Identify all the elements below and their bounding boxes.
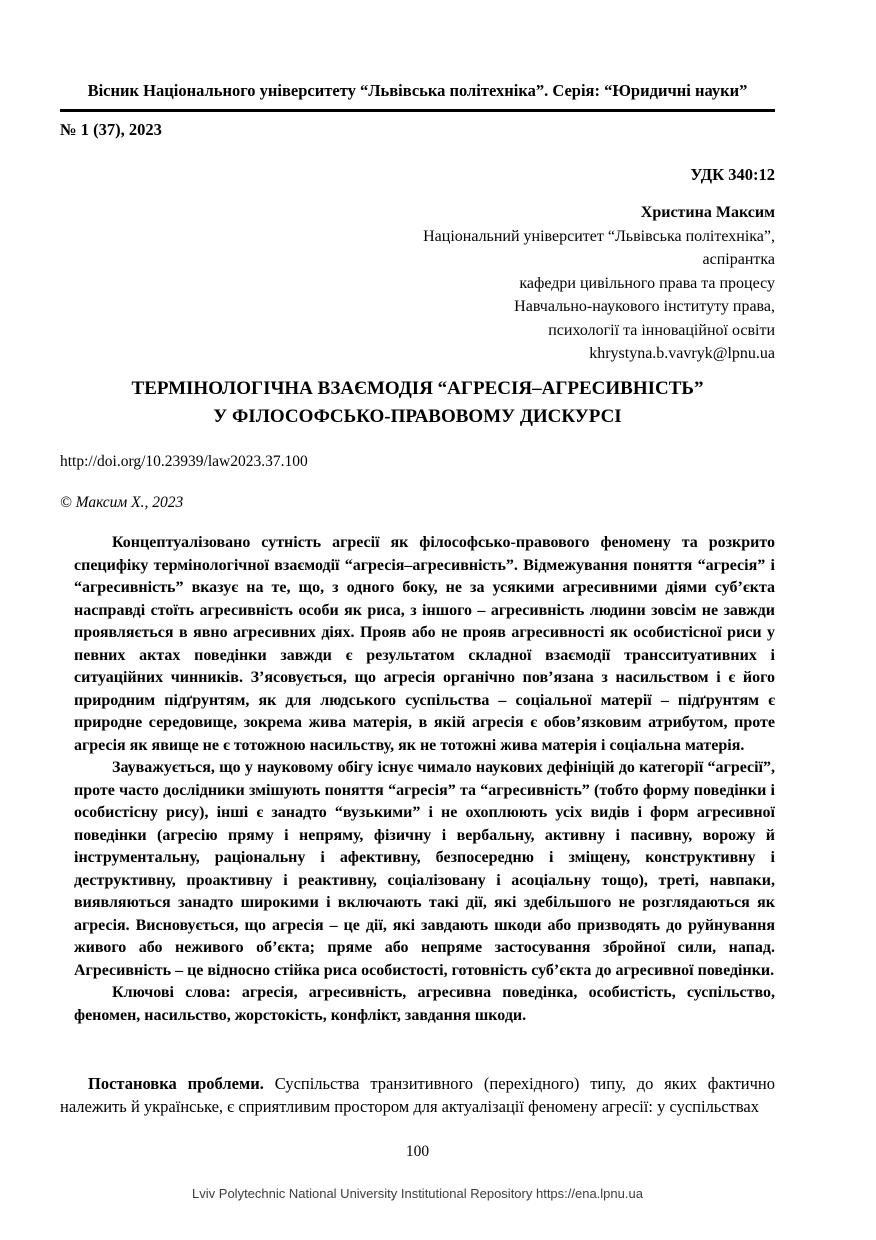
copyright-line: © Максим Х., 2023 bbox=[60, 493, 184, 511]
affiliation-line: кафедри цивільного права та процесу bbox=[519, 274, 775, 292]
body-paragraph bbox=[60, 1072, 775, 1118]
paragraph-lead: Постановка проблеми. bbox=[88, 1074, 264, 1093]
issue-number: № 1 (37), 2023 bbox=[60, 120, 162, 139]
author-email[interactable]: khrystyna.b.vavryk@lpnu.ua bbox=[589, 345, 775, 362]
repository-footer: Lviv Polytechnic National University Institutional Repository https://ena.lpnu.ua bbox=[192, 1186, 643, 1201]
author-block bbox=[60, 201, 775, 366]
doi-link[interactable]: http://doi.org/10.23939/law2023.37.100 bbox=[60, 452, 308, 470]
affiliation-line: психології та інноваційної освіти bbox=[548, 321, 775, 339]
affiliation-line: Навчально-наукового інституту права, bbox=[514, 298, 775, 315]
article-title bbox=[60, 375, 775, 431]
page-number: 100 bbox=[405, 1143, 430, 1160]
keywords-text: агресія, агресивність, агресивна поведінка, особистість, суспільство, феномен, насильство, жорстокість, конфлікт, завдання шкоди. bbox=[74, 984, 776, 1024]
article-body bbox=[60, 1072, 775, 1118]
paragraph-text: Суспільства транзитивного (перехідного) типу, до яких фактично належить й українське, є сприятливим простором для актуалізації феномену агресії: у суспільствах bbox=[60, 1074, 776, 1116]
abstract-paragraph: Зауважується, що у науковому обігу існує чимало наукових дефініцій до категорії “агресії”, проте часто дослідники змішують поняття “агресія” та “агресивність” (тобто форму поведінки і особистісну рису), інші є занадто “вузькими” і не охоплюють усіх видів і форм агресивної поведінки (агресію пряму і непряму, фізичну і вербальну, активну і пасивну, ворожу й інструментальну, раціональну і афективну, безпосередню і зміщену, конструктивну і деструктивну, проактивну і реактивну, соціалізовану і асоціальну тощо), треті, навпаки, виявляються занадто широкими і включають такі дії, які здебільшого не розглядаються як агресія. Висновується, що агресія – це дії, які завдають шкоди або призводять до руйнування живого або неживого об’єкта; пряме або непряме застосування збройної сили, напад. Агресивність – це відносно стійка риса особистості, готовність суб’єкта до агресивної поведінки. bbox=[74, 759, 775, 979]
abstract-section bbox=[74, 532, 775, 1027]
page-head-section bbox=[60, 80, 775, 513]
affiliation-line: аспірантка bbox=[702, 251, 775, 268]
author-name: Христина Максим bbox=[640, 204, 775, 221]
keywords-label: Ключові слова: bbox=[112, 984, 231, 1001]
affiliation-line: Національний університет “Львівська політехніка”, bbox=[423, 227, 775, 245]
keywords-paragraph bbox=[74, 982, 775, 1027]
article-title-line: ТЕРМІНОЛОГІЧНА ВЗАЄМОДІЯ “АГРЕСІЯ–АГРЕСИВНІСТЬ” bbox=[131, 377, 704, 399]
abstract-paragraph: Концептуалізовано сутність агресії як філософсько-правового феномену та розкрито специфіку термінологічної взаємодії “агресія–агресивність”. Відмежування поняття “агресія” і “агресивність” вказує на те, що, з одного боку, не за усякими агресивними діями суб’єкта насправді стоїть агресивність особи як риса, з іншого – агресивність людини зовсім не завжди проявляється в явно агресивних діях. Прояв або не прояв агресивності як особистісної риси у певних актах поведінки завжди є результатом складної взаємодії трансситуативних і ситуаційних чинників. З’ясовується, що агресія органічно пов’язана з насильством і є його природним підґрунтям, як для людського суспільства – соціальної матерії – підґрунтям є природне середовище, зокрема жива матерія, в якій агресія є обов’язковим атрибутом, проте агресія як явище не є тотожною насильству, як не тотожні жива матерія і соціальна матерія. bbox=[74, 534, 775, 754]
journal-running-head: Вісник Національного університету “Львівська політехніка”. Серія: “Юридичні науки” bbox=[60, 80, 775, 112]
article-title-line: У ФІЛОСОФСЬКО-ПРАВОВОМУ ДИСКУРСІ bbox=[213, 405, 622, 427]
udc-code: УДК 340:12 bbox=[690, 165, 775, 184]
